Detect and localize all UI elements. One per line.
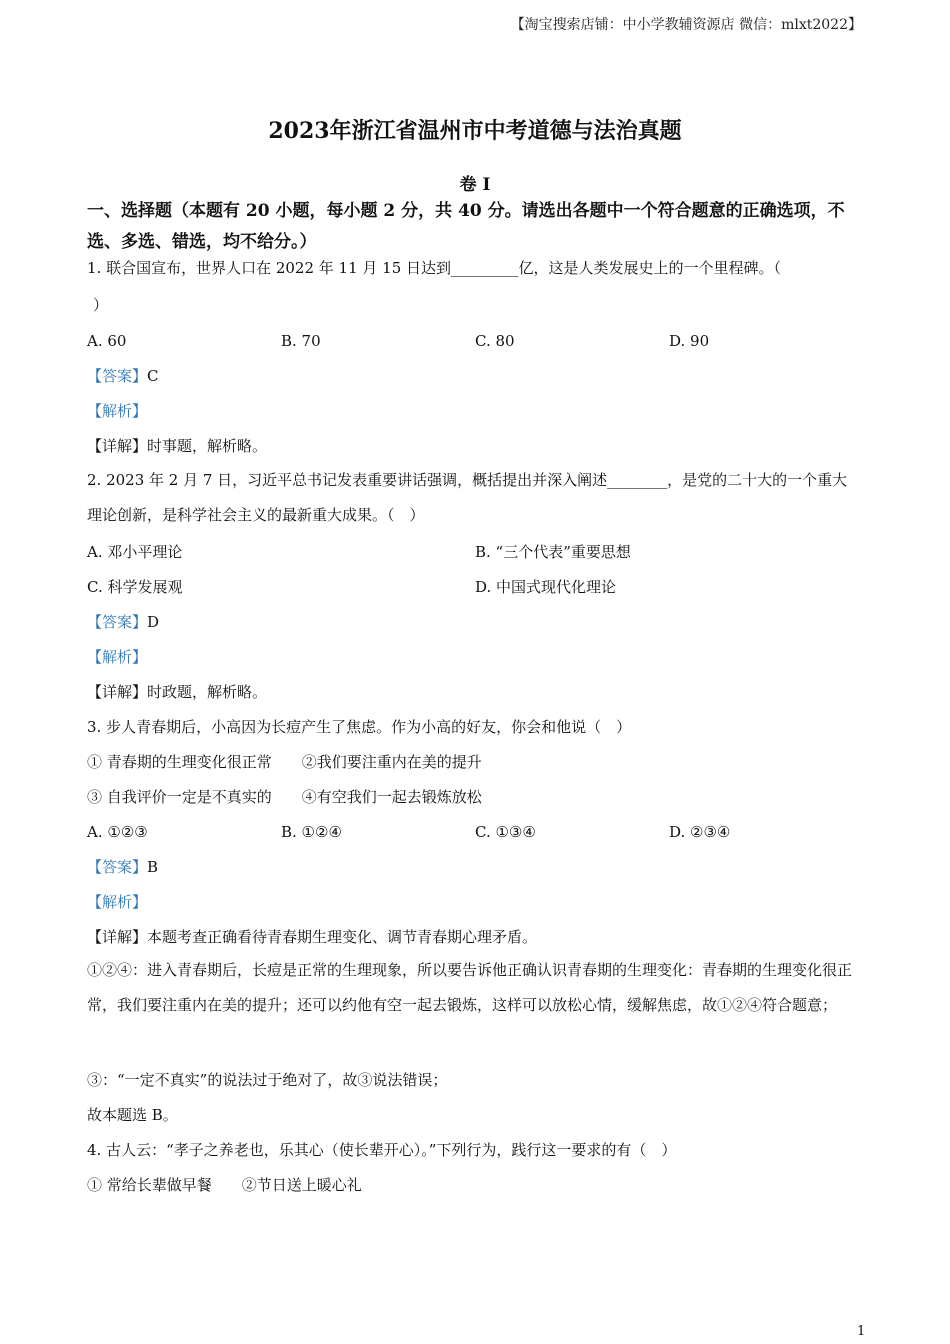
q2-answer-value: D <box>147 613 160 631</box>
q1-stem-end: ） <box>93 296 109 314</box>
answer-tag: 【答案】 <box>87 367 148 385</box>
q2-option-b: B. “三个代表”重要思想 <box>475 543 631 561</box>
q1-detail: 【详解】时事题，解析略。 <box>87 437 268 455</box>
q3-detail: 【详解】本题考查正确看待青春期生理变化、调节青春期心理矛盾。 <box>87 928 538 946</box>
q1-option-b: B. 70 <box>281 332 321 350</box>
q2-answer <box>87 611 159 633</box>
page-number: 1 <box>857 1324 866 1339</box>
q3-option-a: A. ①②③ <box>87 823 148 841</box>
q1-option-d: D. 90 <box>669 332 710 350</box>
q1-analysis-tag: 【解析】 <box>87 402 148 420</box>
q1-option-c: C. 80 <box>475 332 515 350</box>
q1-stem: 1. 联合国宣布，世界人口在 2022 年 11 月 15 日达到_________亿，这是人类发展史上的一个里程碑。（ <box>87 259 782 277</box>
q3-explanation-2: ③：“一定不真实”的说法过于绝对了，故③说法错误； <box>87 1071 448 1089</box>
q3-option-b: B. ①②④ <box>281 823 342 841</box>
q2-stem: 2. 2023 年 2 月 7 日，习近平总书记发表重要讲话强调，概括提出并深入阐述________，是党的二十大的一个重大理论创新，是科学社会主义的最新重大成果。（ ） <box>87 471 848 524</box>
q3-answer <box>87 856 158 878</box>
q1-answer-value: C <box>147 367 159 385</box>
q2-option-a: A. 邓小平理论 <box>87 543 183 561</box>
q3-item-row-2: ③ 自我评价一定是不真实的 ④有空我们一起去锻炼放松 <box>87 788 482 806</box>
q1-option-a: A. 60 <box>87 332 127 350</box>
header-note: 【淘宝搜索店铺：中小学教辅资源店 微信：mlxt2022】 <box>510 17 862 33</box>
q2-analysis-tag: 【解析】 <box>87 648 148 666</box>
q4-stem: 4. 古人云：“孝子之养老也，乐其心（使长辈开心）。”下列行为，践行这一要求的有（ ） <box>87 1141 677 1159</box>
q3-option-d: D. ②③④ <box>669 823 731 841</box>
section-heading: 卷 I <box>459 175 491 195</box>
q3-conclusion: 故本题选 B。 <box>87 1106 178 1124</box>
answer-tag: 【答案】 <box>87 613 148 631</box>
q2-detail: 【详解】时政题，解析略。 <box>87 683 268 701</box>
q3-stem: 3. 步人青春期后，小高因为长痘产生了焦虑。作为小高的好友，你会和他说（ ） <box>87 718 632 736</box>
section-instructions: 一、选择题（本题有 20 小题，每小题 2 分，共 40 分。请选出各题中一个符合题意的正确选项，不选、多选、错选，均不给分。） <box>87 201 845 252</box>
q3-analysis-tag: 【解析】 <box>87 893 148 911</box>
q1-answer <box>87 365 159 387</box>
q4-item-row-1: ① 常给长辈做早餐 ②节日送上暖心礼 <box>87 1176 362 1194</box>
q2-option-d: D. 中国式现代化理论 <box>475 578 617 596</box>
q3-option-c: C. ①③④ <box>475 823 536 841</box>
q3-explanation-1: ①②④：进入青春期后，长痘是正常的生理现象，所以要告诉他正确认识青春期的生理变化：青春期的生理变化很正常，我们要注重内在美的提升；还可以约他有空一起去锻炼，这样可以放松心情，缓解焦虑，故①②④符合题意； <box>87 961 853 1014</box>
q3-answer-value: B <box>147 858 159 876</box>
q3-item-row-1: ① 青春期的生理变化很正常 ②我们要注重内在美的提升 <box>87 753 482 771</box>
document-title: 2023年浙江省温州市中考道德与法治真题 <box>268 118 682 144</box>
answer-tag: 【答案】 <box>87 858 148 876</box>
q2-option-c: C. 科学发展观 <box>87 578 183 596</box>
